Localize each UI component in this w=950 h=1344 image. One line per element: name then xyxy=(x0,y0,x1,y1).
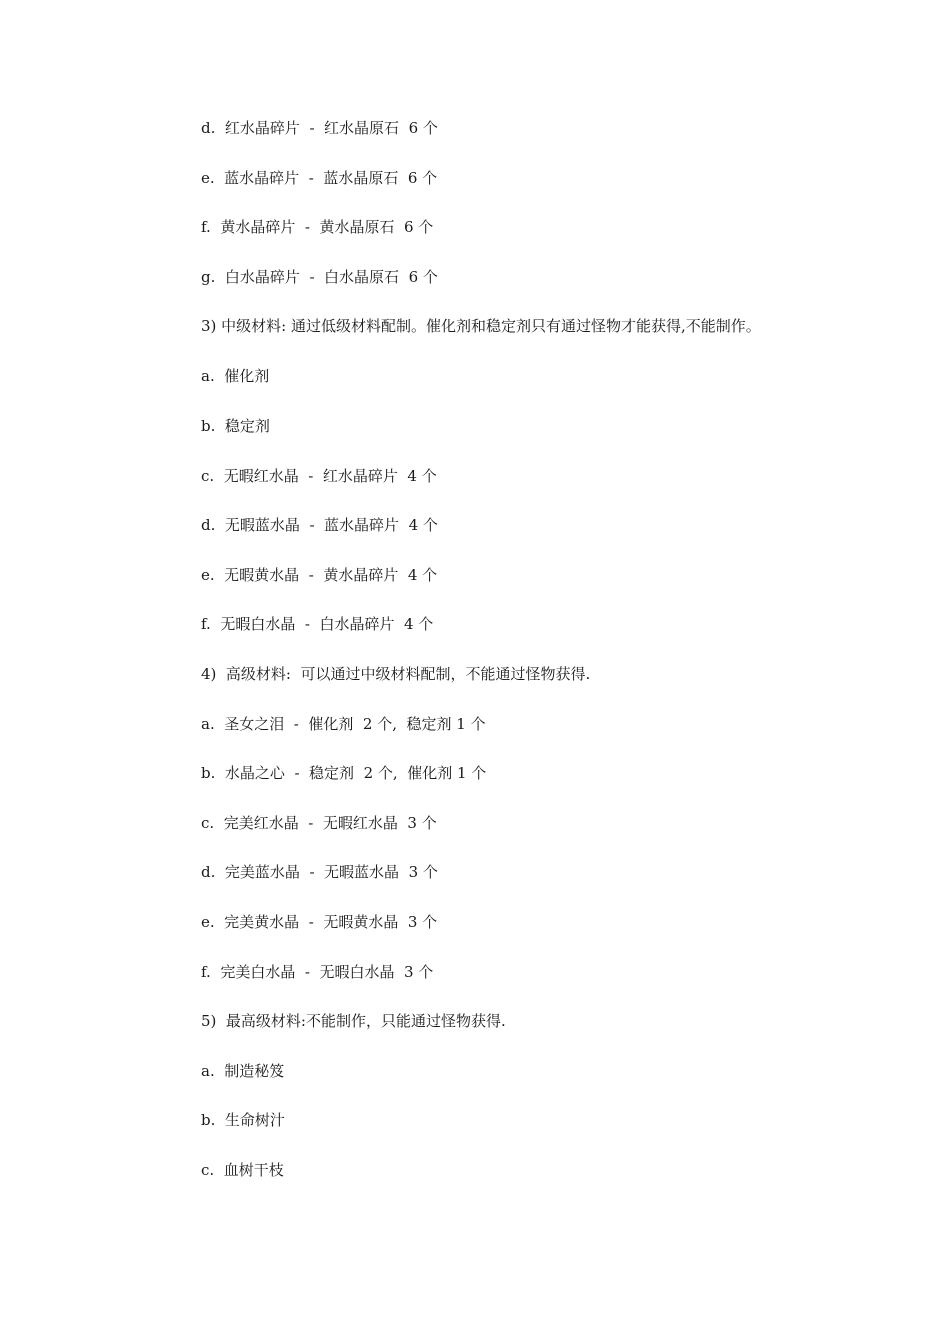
list-item: b. 稳定剂 xyxy=(201,416,270,435)
section-heading: 5) 最高级材料:不能制作，只能通过怪物获得. xyxy=(201,1012,506,1031)
list-item: a. 催化剂 xyxy=(201,367,270,386)
list-item: c. 血树干枝 xyxy=(201,1160,284,1179)
list-item: b. 水晶之心 - 稳定剂 2 个, 催化剂 1 个 xyxy=(201,764,487,783)
list-item: g. 白水晶碎片 - 白水晶原石 6 个 xyxy=(201,267,438,286)
list-item: a. 制造秘笈 xyxy=(201,1061,285,1080)
list-item: c. 无暇红水晶 - 红水晶碎片 4 个 xyxy=(201,466,437,485)
list-item: e. 蓝水晶碎片 - 蓝水晶原石 6 个 xyxy=(201,168,438,187)
section-heading: 4) 高级材料: 可以通过中级材料配制，不能通过怪物获得. xyxy=(201,664,591,683)
list-item: e. 无暇黄水晶 - 黄水晶碎片 4 个 xyxy=(201,565,438,584)
list-item: e. 完美黄水晶 - 无暇黄水晶 3 个 xyxy=(201,912,438,931)
section-heading: 3) 中级材料: 通过低级材料配制。催化剂和稳定剂只有通过怪物才能获得,不能制作。 xyxy=(201,317,761,336)
list-item: d. 完美蓝水晶 - 无暇蓝水晶 3 个 xyxy=(201,863,438,882)
list-item: f. 黄水晶碎片 - 黄水晶原石 6 个 xyxy=(201,218,434,237)
document-body xyxy=(201,116,811,1207)
list-item: f. 无暇白水晶 - 白水晶碎片 4 个 xyxy=(201,615,434,634)
list-item: a. 圣女之泪 - 催化剂 2 个, 稳定剂 1 个 xyxy=(201,714,486,733)
list-item: b. 生命树汁 xyxy=(201,1111,285,1130)
list-item: f. 完美白水晶 - 无暇白水晶 3 个 xyxy=(201,962,434,981)
list-item: d. 红水晶碎片 - 红水晶原石 6 个 xyxy=(201,119,438,137)
list-item: c. 完美红水晶 - 无暇红水晶 3 个 xyxy=(201,813,437,832)
list-item: d. 无暇蓝水晶 - 蓝水晶碎片 4 个 xyxy=(201,516,438,535)
